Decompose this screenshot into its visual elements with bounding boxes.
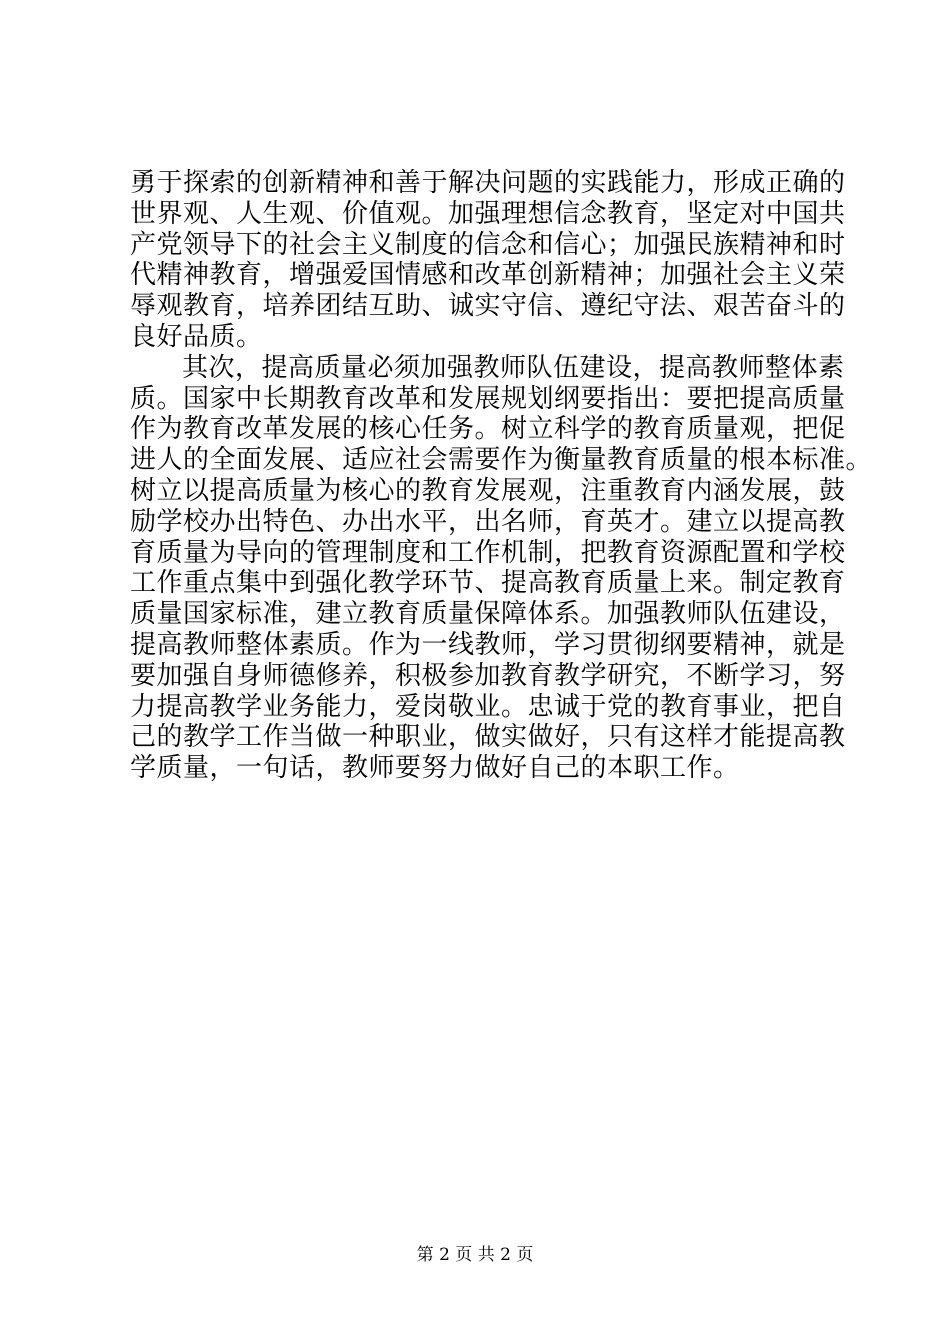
- paragraph-1: [130, 168, 846, 353]
- paragraph-2: [130, 352, 873, 784]
- text-line: 世界观、人生观、价值观。加强理想信念教育，坚定对中国共: [130, 198, 846, 229]
- text-line: 励学校办出特色、办出水平，出名师，育英才。建立以提高教: [130, 506, 846, 537]
- text-line: 良好品质。: [130, 321, 263, 352]
- text-line: 树立以提高质量为核心的教育发展观，注重教育内涵发展，鼓: [130, 475, 846, 506]
- text-line: 力提高教学业务能力，爱岗敬业。忠诚于党的教育事业，把自: [130, 691, 846, 722]
- text-line: 进人的全面发展、适应社会需要作为衡量教育质量的根本标准。: [130, 445, 873, 476]
- text-line: 产党领导下的社会主义制度的信念和信心；加强民族精神和时: [130, 229, 846, 260]
- text-line: 作为教育改革发展的核心任务。树立科学的教育质量观，把促: [130, 414, 846, 445]
- page-number-label: 第 2 页 共 2 页: [416, 1245, 534, 1265]
- text-line: 工作重点集中到强化教学环节、提高教育质量上来。制定教育: [130, 568, 846, 599]
- text-line: 代精神教育，增强爱国情感和改革创新精神；加强社会主义荣: [130, 260, 846, 291]
- text-line: 育质量为导向的管理制度和工作机制，把教育资源配置和学校: [130, 537, 846, 568]
- text-line: 学质量，一句话，教师要努力做好自己的本职工作。: [130, 753, 740, 784]
- text-line-indented: 其次，提高质量必须加强教师队伍建设，提高教师整体素: [182, 352, 845, 383]
- text-line: 要加强自身师德修养，积极参加教育教学研究，不断学习，努: [130, 660, 846, 691]
- text-line: 提高教师整体素质。作为一线教师，学习贯彻纲要精神，就是: [130, 629, 846, 660]
- text-line: 质。国家中长期教育改革和发展规划纲要指出：要把提高质量: [130, 383, 846, 414]
- document-body: [130, 168, 873, 784]
- text-line: 质量国家标准，建立教育质量保障体系。加强教师队伍建设，: [130, 599, 846, 630]
- page-footer: [0, 1244, 950, 1266]
- text-line: 己的教学工作当做一种职业，做实做好，只有这样才能提高教: [130, 722, 846, 753]
- text-line: 勇于探索的创新精神和善于解决问题的实践能力，形成正确的: [130, 168, 846, 198]
- text-line: 辱观教育，培养团结互助、诚实守信、遵纪守法、艰苦奋斗的: [130, 291, 846, 322]
